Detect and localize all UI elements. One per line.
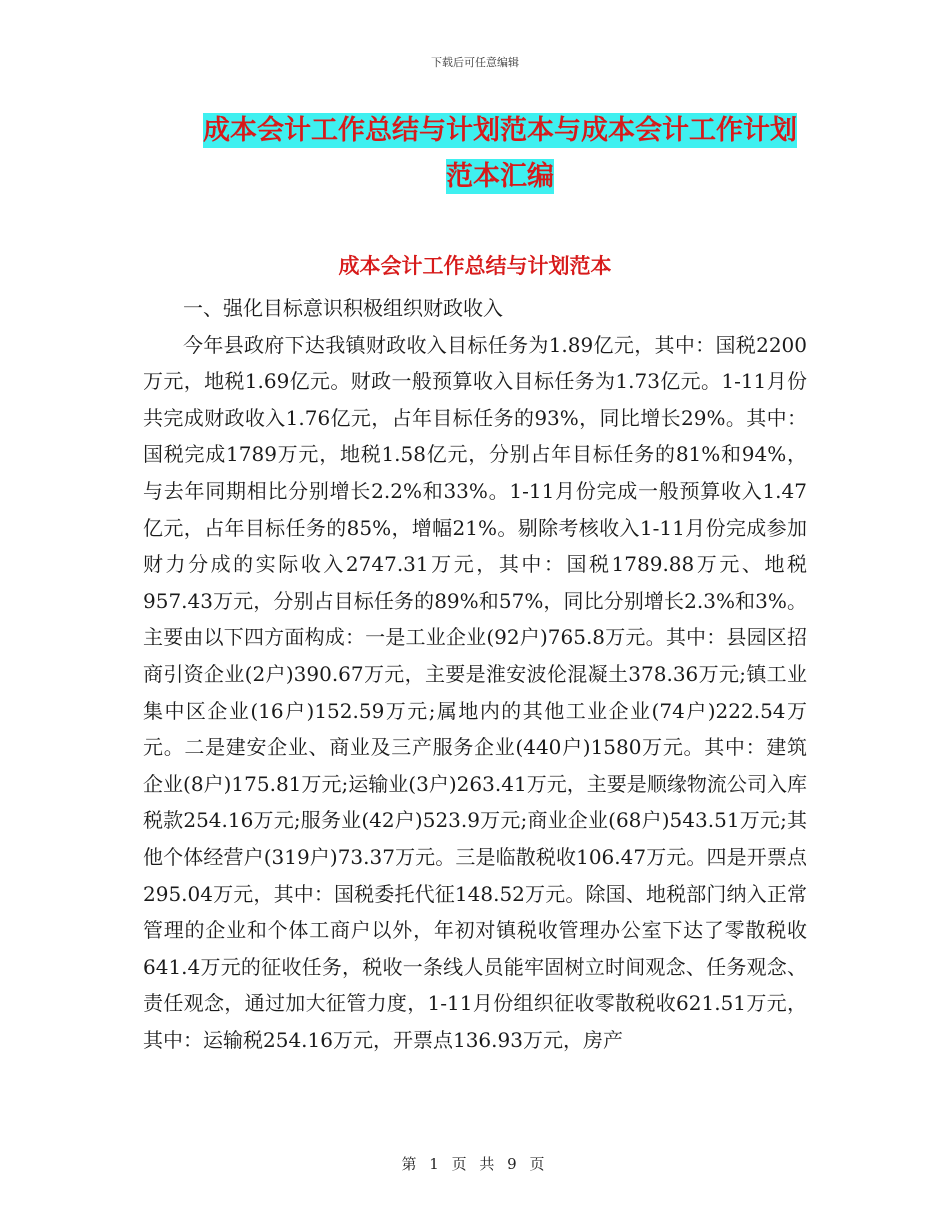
page-footer: 第 1 页 共 9 页 (401, 1155, 549, 1173)
document-title (190, 108, 810, 200)
document-body (143, 290, 807, 1058)
paragraph-1: 今年县政府下达我镇财政收入目标任务为1.89亿元，其中：国税2200万元，地税1.69亿元。财政一般预算收入目标任务为1.73亿元。1-11月份共完成财政收入1.76亿元，占年目标任务的93%，同比增长29%。其中：国税完成1789万元，地税1.58亿元，分别占年目标任务的81%和94%，与去年同期相比分别增长2.2%和33%。1-11月份完成一般预算收入1.47亿元，占年目标任务的85%，增幅21%。剔除考核收入1-11月份完成参加财力分成的实际收入2747.31万元，其中：国税1789.88万元、地税957.43万元，分别占目标任务的89%和57%，同比分别增长2.3%和3%。主要由以下四方面构成：一是工业企业(92户)765.8万元。其中：县园区招商引资企业(2户)390.67万元，主要是淮安波伦混凝土378.36万元;镇工业集中区企业(16户)152.59万元;属地内的其他工业企业(74户)222.54万元。二是建安企业、商业及三产服务企业(440户)1580万元。其中：建筑企业(8户)175.81万元;运输业(3户)263.41万元，主要是顺缘物流公司入库税款254.16万元;服务业(42户)523.9万元;商业企业(68户)543.51万元;其他个体经营户(319户)73.37万元。三是临散税收106.47万元。四是开票点295.04万元，其中：国税委托代征148.52万元。除国、地税部门纳入正常管理的企业和个体工商户以外，年初对镇税收管理办公室下达了零散税收641.4万元的征收任务，税收一条线人员能牢固树立时间观念、任务观念、责任观念，通过加大征管力度，1-11月份组织征收零散税收621.51万元，其中：运输税254.16万元，开票点136.93万元，房产 (143, 332, 807, 1052)
document-title-text: 成本会计工作总结与计划范本与成本会计工作计划范本汇编 (203, 115, 797, 192)
heading-1: 一、强化目标意识积极组织财政收入 (183, 296, 503, 320)
running-header: 下载后可任意编辑 (431, 56, 519, 69)
section-title: 成本会计工作总结与计划范本 (338, 254, 612, 278)
